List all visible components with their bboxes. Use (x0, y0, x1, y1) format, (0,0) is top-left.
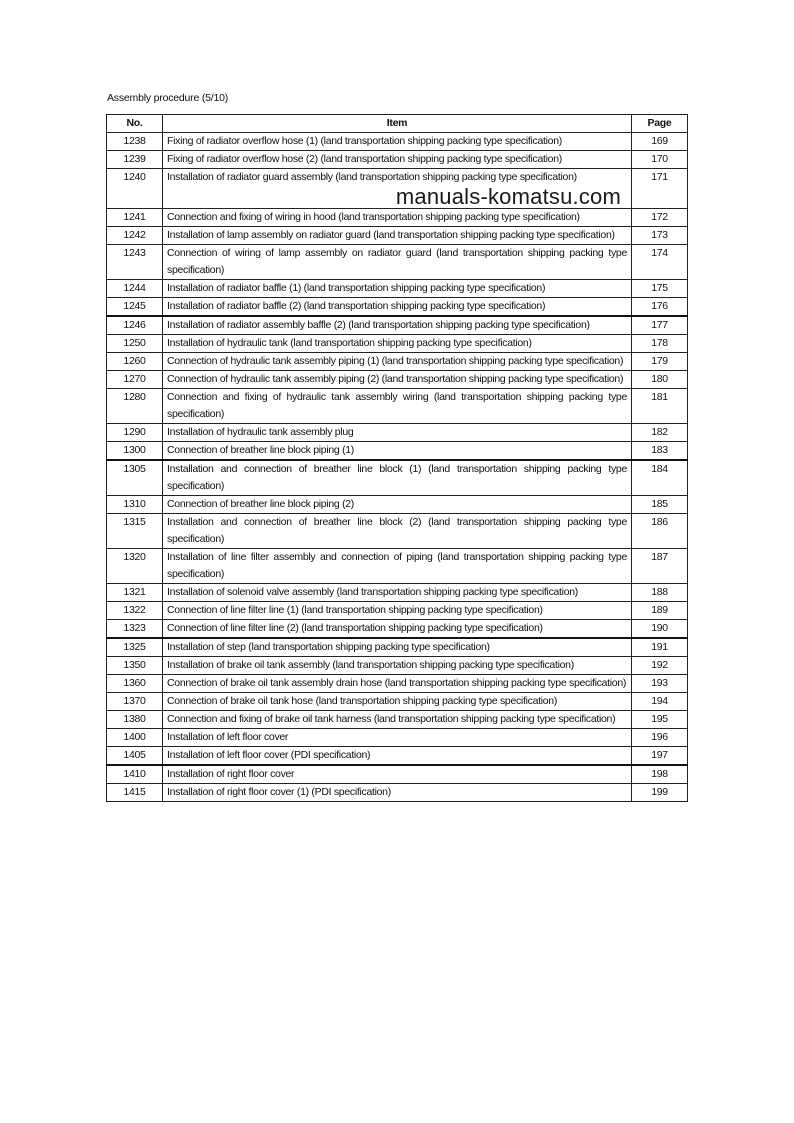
row-page: 174 (651, 247, 668, 259)
row-number-cell (107, 602, 163, 620)
row-item: Installation of line filter assembly and connection of piping (land transportation shipping packing type specification) (167, 551, 627, 580)
row-item: Connection of wiring of lamp assembly on radiator guard (land transportation shipping packing type specification) (167, 247, 627, 276)
row-page: 189 (651, 604, 668, 616)
table-row (107, 711, 688, 729)
row-item: Connection of line filter line (1) (land transportation shipping packing type specification) (167, 604, 543, 616)
row-number-cell (107, 442, 163, 461)
row-item-cell (163, 442, 632, 461)
row-number: 1360 (123, 677, 146, 689)
row-number-cell (107, 765, 163, 784)
row-item: Installation of lamp assembly on radiator guard (land transportation shipping packing type specification) (167, 229, 615, 241)
row-number: 1315 (123, 516, 146, 528)
row-item-cell (163, 424, 632, 442)
row-number-cell (107, 209, 163, 227)
row-item-cell (163, 784, 632, 802)
row-item: Connection of breather line block piping (2) (167, 498, 355, 510)
row-number: 1322 (123, 604, 146, 616)
row-number-cell (107, 335, 163, 353)
row-page: 182 (651, 426, 668, 438)
row-page: 184 (651, 463, 668, 475)
row-number: 1250 (123, 337, 146, 349)
row-page-cell (632, 549, 688, 584)
table-row (107, 784, 688, 802)
row-page: 196 (651, 731, 668, 743)
row-page: 187 (651, 551, 668, 563)
row-item: Installation of radiator baffle (1) (land transportation shipping packing type specification) (167, 282, 546, 294)
row-item-cell (163, 169, 632, 209)
row-item: Fixing of radiator overflow hose (2) (land transportation shipping packing type specification) (167, 153, 562, 165)
row-page: 171 (651, 171, 668, 183)
row-number: 1239 (123, 153, 146, 165)
table-row (107, 657, 688, 675)
row-page: 185 (651, 498, 668, 510)
row-number-cell (107, 620, 163, 639)
row-page-cell (632, 227, 688, 245)
row-item: Connection and fixing of wiring in hood (land transportation shipping packing type specification) (167, 211, 580, 223)
header-no: No. (107, 115, 163, 133)
row-number: 1405 (123, 749, 146, 761)
row-number: 1238 (123, 135, 146, 147)
table-row (107, 424, 688, 442)
row-page-cell (632, 151, 688, 169)
row-number-cell (107, 638, 163, 657)
row-number-cell (107, 389, 163, 424)
row-page-cell (632, 280, 688, 298)
row-number-cell (107, 549, 163, 584)
row-number-cell (107, 169, 163, 209)
row-number-cell (107, 298, 163, 317)
row-item-cell (163, 371, 632, 389)
row-item: Fixing of radiator overflow hose (1) (land transportation shipping packing type specification) (167, 135, 562, 147)
row-item-cell (163, 316, 632, 335)
row-item: Connection of line filter line (2) (land transportation shipping packing type specification) (167, 622, 543, 634)
table-row (107, 675, 688, 693)
row-number-cell (107, 133, 163, 151)
row-page-cell (632, 316, 688, 335)
row-number-cell (107, 245, 163, 280)
row-number-cell (107, 496, 163, 514)
table-row (107, 620, 688, 639)
table-header-row (107, 115, 688, 133)
row-number-cell (107, 584, 163, 602)
row-number-cell (107, 657, 163, 675)
row-number: 1270 (123, 373, 146, 385)
row-number-cell (107, 514, 163, 549)
row-item: Installation of right floor cover (1) (PDI specification) (167, 786, 391, 798)
row-number: 1370 (123, 695, 146, 707)
table-row (107, 442, 688, 461)
table-row (107, 245, 688, 280)
table-row (107, 133, 688, 151)
row-page-cell (632, 675, 688, 693)
row-page: 186 (651, 516, 668, 528)
row-number-cell (107, 711, 163, 729)
row-item-cell (163, 765, 632, 784)
row-number-cell (107, 151, 163, 169)
table-row (107, 227, 688, 245)
row-item-cell (163, 602, 632, 620)
row-item-cell (163, 389, 632, 424)
row-page-cell (632, 245, 688, 280)
row-page: 173 (651, 229, 668, 241)
row-page-cell (632, 298, 688, 317)
row-item: Installation of right floor cover (167, 768, 295, 780)
row-page-cell (632, 784, 688, 802)
row-item-cell (163, 227, 632, 245)
table-row (107, 460, 688, 496)
page-title: Assembly procedure (5/10) (107, 92, 229, 104)
row-item-cell (163, 209, 632, 227)
row-page-cell (632, 424, 688, 442)
row-page: 176 (651, 300, 668, 312)
row-number-cell (107, 280, 163, 298)
row-number: 1400 (123, 731, 146, 743)
row-item: Installation of hydraulic tank assembly plug (167, 426, 354, 438)
row-number-cell (107, 784, 163, 802)
table-row (107, 353, 688, 371)
row-number: 1260 (123, 355, 146, 367)
row-item-cell (163, 711, 632, 729)
row-page: 175 (651, 282, 668, 294)
row-page: 188 (651, 586, 668, 598)
row-page-cell (632, 133, 688, 151)
row-item-cell (163, 353, 632, 371)
row-number: 1290 (123, 426, 146, 438)
table-row (107, 638, 688, 657)
row-item-cell (163, 584, 632, 602)
row-number: 1246 (123, 319, 146, 331)
row-item-cell (163, 675, 632, 693)
row-page-cell (632, 442, 688, 461)
row-number-cell (107, 227, 163, 245)
table-row (107, 298, 688, 317)
table-row (107, 151, 688, 169)
row-number-cell (107, 424, 163, 442)
assembly-procedure-table (106, 114, 688, 802)
row-page: 191 (651, 641, 668, 653)
row-number: 1323 (123, 622, 146, 634)
row-number-cell (107, 353, 163, 371)
row-item: Installation and connection of breather line block (2) (land transportation shipping packing type specification) (167, 516, 627, 545)
row-item-cell (163, 549, 632, 584)
table-row (107, 496, 688, 514)
watermark: manuals-komatsu.com (395, 184, 621, 209)
row-number-cell (107, 693, 163, 711)
row-page: 193 (651, 677, 668, 689)
row-page: 195 (651, 713, 668, 725)
row-number: 1241 (123, 211, 146, 223)
row-page-cell (632, 765, 688, 784)
row-page-cell (632, 209, 688, 227)
row-item: Connection of hydraulic tank assembly piping (1) (land transportation shipping packing type specification) (167, 355, 624, 367)
row-number: 1280 (123, 391, 146, 403)
row-number: 1240 (123, 171, 146, 183)
row-number: 1242 (123, 229, 146, 241)
row-number-cell (107, 460, 163, 496)
row-item-cell (163, 460, 632, 496)
row-item-cell (163, 514, 632, 549)
row-item: Installation of left floor cover (PDI specification) (167, 749, 371, 761)
row-number: 1321 (123, 586, 146, 598)
row-page: 178 (651, 337, 668, 349)
row-item-cell (163, 280, 632, 298)
row-page: 169 (651, 135, 668, 147)
row-number: 1410 (123, 768, 146, 780)
row-item: Connection of breather line block piping (1) (167, 444, 355, 456)
row-item-cell (163, 151, 632, 169)
header-item: Item (163, 115, 632, 133)
row-number: 1380 (123, 713, 146, 725)
row-number-cell (107, 747, 163, 766)
row-page: 199 (651, 786, 668, 798)
row-page-cell (632, 729, 688, 747)
row-number: 1320 (123, 551, 146, 563)
row-page: 198 (651, 768, 668, 780)
table-row (107, 371, 688, 389)
table-row (107, 209, 688, 227)
row-number: 1310 (123, 498, 146, 510)
row-page: 177 (651, 319, 668, 331)
row-number-cell (107, 371, 163, 389)
row-number-cell (107, 729, 163, 747)
row-item-cell (163, 245, 632, 280)
row-item: Connection and fixing of hydraulic tank assembly wiring (land transportation shipping packing type specification) (167, 391, 627, 420)
row-item-cell (163, 657, 632, 675)
table-row (107, 729, 688, 747)
row-number: 1245 (123, 300, 146, 312)
row-item: Connection of hydraulic tank assembly piping (2) (land transportation shipping packing type specification) (167, 373, 624, 385)
row-number-cell (107, 316, 163, 335)
row-page-cell (632, 620, 688, 639)
row-page-cell (632, 169, 688, 209)
row-page-cell (632, 371, 688, 389)
row-page-cell (632, 693, 688, 711)
row-page: 194 (651, 695, 668, 707)
row-item: Installation of solenoid valve assembly (land transportation shipping packing type specification) (167, 586, 578, 598)
row-item-cell (163, 729, 632, 747)
row-page-cell (632, 584, 688, 602)
row-page-cell (632, 389, 688, 424)
table-row (107, 169, 688, 209)
row-number: 1300 (123, 444, 146, 456)
row-item-cell (163, 693, 632, 711)
table-row (107, 549, 688, 584)
table-row (107, 335, 688, 353)
row-item-cell (163, 620, 632, 639)
row-page: 180 (651, 373, 668, 385)
row-page-cell (632, 657, 688, 675)
row-page-cell (632, 496, 688, 514)
row-number: 1243 (123, 247, 146, 259)
row-item: Installation of brake oil tank assembly (land transportation shipping packing type specification) (167, 659, 574, 671)
row-number: 1305 (123, 463, 146, 475)
table-row (107, 765, 688, 784)
table-row (107, 602, 688, 620)
row-item: Installation of radiator baffle (2) (land transportation shipping packing type specification) (167, 300, 546, 312)
row-page: 183 (651, 444, 668, 456)
row-item: Installation and connection of breather line block (1) (land transportation shipping packing type specification) (167, 463, 627, 492)
row-number: 1325 (123, 641, 146, 653)
row-number: 1415 (123, 786, 146, 798)
row-page-cell (632, 460, 688, 496)
row-item-cell (163, 496, 632, 514)
row-page: 172 (651, 211, 668, 223)
row-item: Installation of left floor cover (167, 731, 289, 743)
row-item-cell (163, 638, 632, 657)
row-page-cell (632, 711, 688, 729)
row-page-cell (632, 335, 688, 353)
row-item: Connection and fixing of brake oil tank harness (land transportation shipping packing type specification) (167, 713, 616, 725)
row-item: Installation of radiator guard assembly (land transportation shipping packing type specification) (167, 171, 577, 183)
row-page-cell (632, 747, 688, 766)
row-page: 197 (651, 749, 668, 761)
row-page-cell (632, 638, 688, 657)
row-item-cell (163, 747, 632, 766)
row-number: 1244 (123, 282, 146, 294)
row-item: Connection of brake oil tank assembly drain hose (land transportation shipping packing type specification) (167, 677, 627, 689)
table-row (107, 514, 688, 549)
row-page: 170 (651, 153, 668, 165)
row-page: 179 (651, 355, 668, 367)
row-page: 192 (651, 659, 668, 671)
table-row (107, 389, 688, 424)
header-page: Page (632, 115, 688, 133)
row-item: Installation of step (land transportation shipping packing type specification) (167, 641, 490, 653)
table-row (107, 693, 688, 711)
row-item-cell (163, 133, 632, 151)
row-page-cell (632, 514, 688, 549)
row-page-cell (632, 602, 688, 620)
row-item: Installation of hydraulic tank (land transportation shipping packing type specification) (167, 337, 532, 349)
row-page: 181 (651, 391, 668, 403)
row-item: Connection of brake oil tank hose (land transportation shipping packing type specification) (167, 695, 558, 707)
table-row (107, 316, 688, 335)
row-item: Installation of radiator assembly baffle (2) (land transportation shipping packing type specification) (167, 319, 590, 331)
table-row (107, 747, 688, 766)
row-item-cell (163, 335, 632, 353)
table-row (107, 584, 688, 602)
table-row (107, 280, 688, 298)
row-item-cell (163, 298, 632, 317)
row-page: 190 (651, 622, 668, 634)
row-page-cell (632, 353, 688, 371)
row-number-cell (107, 675, 163, 693)
row-number: 1350 (123, 659, 146, 671)
